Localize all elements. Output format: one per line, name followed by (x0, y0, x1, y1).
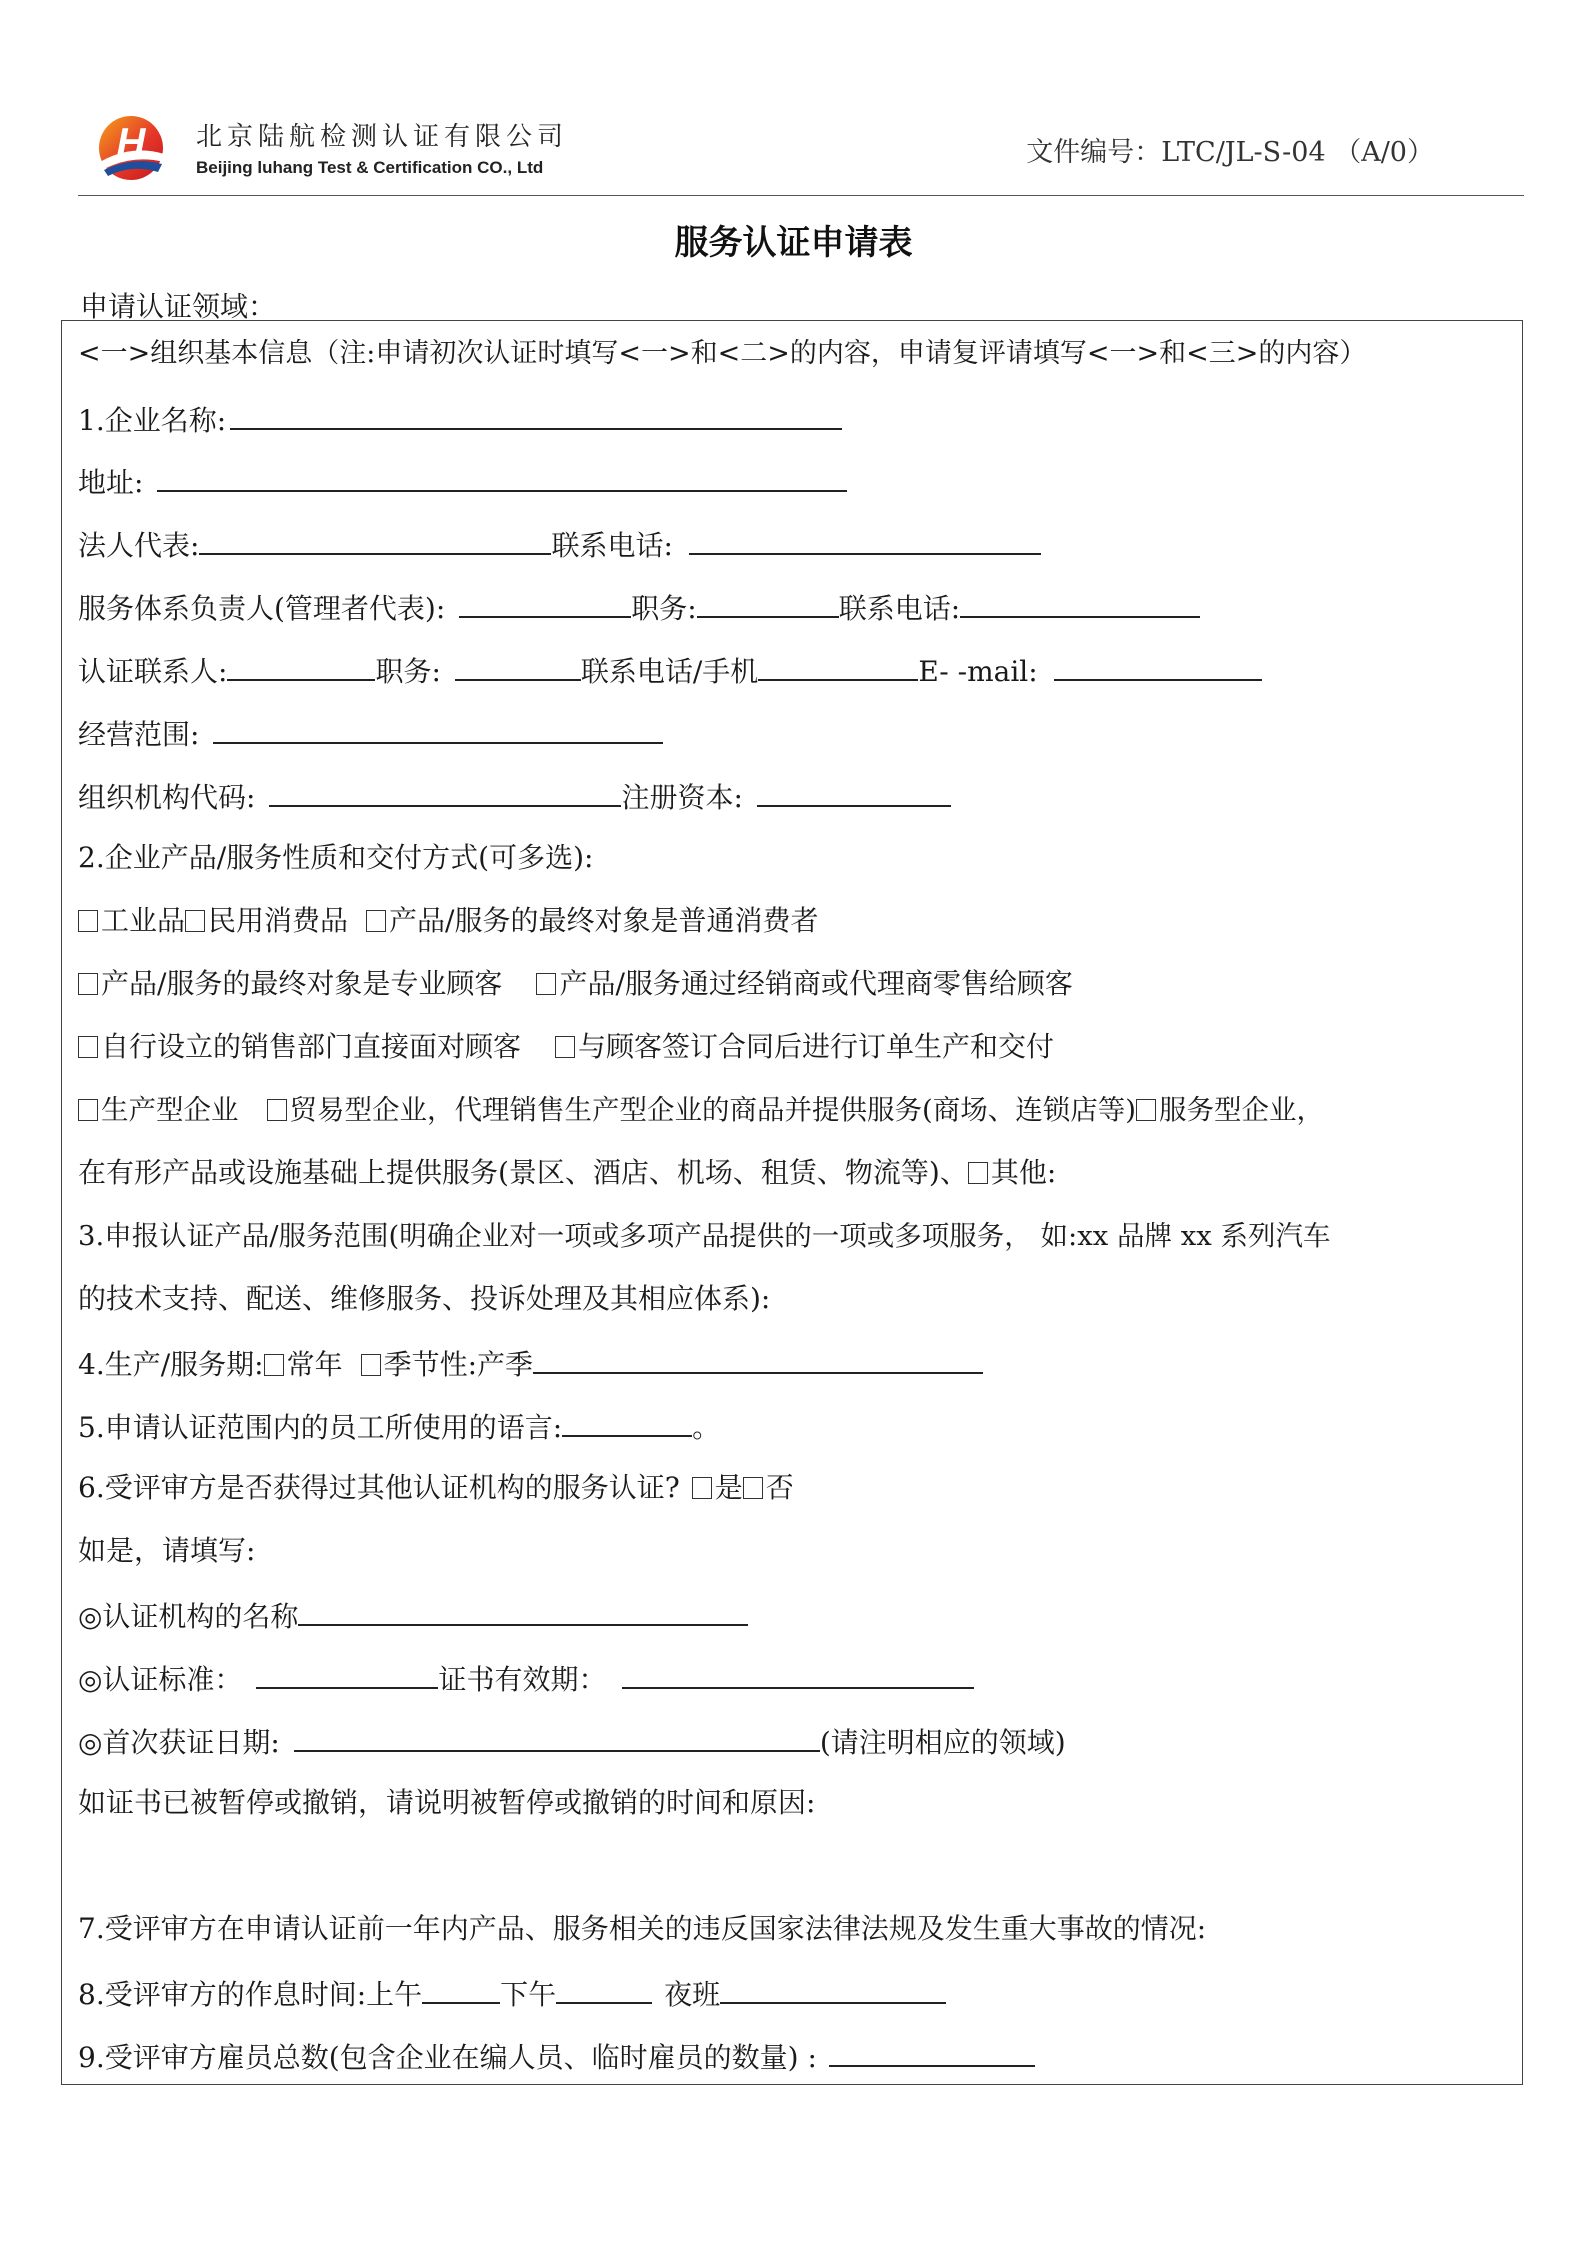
row-q6 (78, 1470, 794, 1506)
company-name-en: Beijing luhang Test & Certification CO., Ltd (196, 158, 544, 177)
org-code-field[interactable] (269, 777, 621, 807)
certification-scope-label: 申请认证领域： (80, 290, 277, 323)
company-name-label: 1.企业名称: (78, 404, 227, 437)
morning-field[interactable] (422, 1974, 500, 2004)
option-direct-sales: 自行设立的销售部门直接面对顾客 (101, 1030, 522, 1063)
checkbox-no[interactable] (743, 1477, 763, 1499)
checkbox-trade-enterprise[interactable] (267, 1099, 287, 1121)
row-contact (78, 651, 1266, 690)
q8-label: 8.受评审方的作息时间:上午 (78, 1978, 423, 2011)
position-field[interactable] (697, 588, 839, 618)
row-q4 (78, 1344, 983, 1383)
position-field-2[interactable] (455, 651, 581, 681)
row-legal-rep (78, 525, 1045, 564)
q6-yes: 是 (714, 1471, 743, 1504)
row-q2-options-4 (78, 1092, 1324, 1128)
season-field[interactable] (533, 1344, 983, 1374)
afternoon-field[interactable] (556, 1974, 652, 2004)
option-dealer-retail: 产品/服务通过经销商或代理商零售给顾客 (559, 967, 1073, 1000)
position-label-2: 职务: (375, 655, 441, 688)
night-label: 夜班 (664, 1978, 721, 2011)
checkbox-year-round[interactable] (264, 1354, 284, 1376)
row-q2-options-5 (78, 1155, 1056, 1191)
org-code-label: 组织机构代码: (78, 781, 256, 814)
registered-capital-label: 注册资本: (621, 781, 743, 814)
checkbox-other[interactable] (968, 1162, 988, 1184)
row-cert-standard (78, 1659, 978, 1698)
business-scope-label: 经营范围: (78, 718, 200, 751)
phone-field-2[interactable] (960, 588, 1200, 618)
mobile-field[interactable] (758, 651, 918, 681)
document-number: 文件编号：LTC/JL-S-04 （A/0） (1026, 137, 1434, 168)
option-industrial: 工业品 (101, 904, 186, 937)
phone-field[interactable] (689, 525, 1041, 555)
legal-rep-field[interactable] (199, 525, 551, 555)
checkbox-service-enterprise[interactable] (1136, 1099, 1156, 1121)
q6-no: 否 (765, 1471, 794, 1504)
checkbox-consumer[interactable] (185, 910, 205, 932)
contact-field[interactable] (227, 651, 375, 681)
q2-label: 2.企业产品/服务性质和交付方式(可多选): (78, 841, 594, 874)
q9-label: 9.受评审方雇员总数(包含企业在编人员、临时雇员的数量) : (78, 2041, 817, 2074)
q3-line-1: 3.申报认证产品/服务范围(明确企业对一项或多项产品提供的一项或多项服务， 如:xx 品牌 xx 系列汽车 (78, 1220, 1331, 1252)
option-professional-customer: 产品/服务的最终对象是专业顾客 (101, 967, 503, 1000)
checkbox-order-production[interactable] (555, 1036, 575, 1058)
row-q5 (78, 1407, 720, 1446)
address-field[interactable] (157, 462, 847, 492)
row-service-manager (78, 588, 1200, 627)
row-org-code (78, 777, 955, 816)
if-yes-label: 如是，请填写: (78, 1534, 256, 1567)
document-header (78, 110, 1524, 192)
company-name-field[interactable] (230, 400, 842, 430)
position-label: 职务: (631, 592, 697, 625)
option-consumer: 民用消费品 (208, 904, 349, 937)
row-business-scope (78, 714, 667, 753)
option-service-continuation: 在有形产品或设施基础上提供服务(景区、酒店、机场、租赁、物流等)、 (78, 1156, 968, 1189)
service-manager-label: 服务体系负责人(管理者代表): (78, 592, 446, 625)
first-date-note: (请注明相应的领域) (819, 1726, 1066, 1759)
row-q9 (78, 2037, 1039, 2076)
language-field[interactable] (562, 1407, 692, 1437)
checkbox-direct-sales[interactable] (78, 1036, 98, 1058)
night-field[interactable] (720, 1974, 946, 2004)
logo-letter: H (116, 121, 146, 165)
email-label: E- -mail: (918, 655, 1038, 688)
q5-end: 。 (692, 1411, 721, 1444)
row-q8 (78, 1974, 946, 2013)
row-q2-options-2 (78, 966, 1073, 1002)
row-q2-options-1 (78, 903, 818, 939)
cert-validity-field[interactable] (622, 1659, 974, 1689)
cert-standard-label: ◎认证标准： (78, 1663, 243, 1696)
q4-label: 4.生产/服务期: (78, 1348, 264, 1381)
legal-rep-label: 法人代表: (78, 529, 200, 562)
q4-option-year-round: 常年 (286, 1348, 343, 1381)
checkbox-seasonal[interactable] (361, 1354, 381, 1376)
q3-line-2: 的技术支持、配送、维修服务、投诉处理及其相应体系): (78, 1282, 771, 1315)
phone-label: 联系电话: (551, 529, 673, 562)
row-first-date (78, 1722, 1066, 1761)
option-production-enterprise: 生产型企业 (101, 1094, 239, 1126)
q7-label: 7.受评审方在申请认证前一年内产品、服务相关的违反国家法律法规及发生重大事故的情况: (78, 1912, 1207, 1945)
row-address (78, 462, 851, 501)
company-logo-icon (96, 110, 166, 186)
suspension-label: 如证书已被暂停或撤销，请说明被暂停或撤销的时间和原因: (78, 1786, 816, 1819)
option-trade-enterprise: 贸易型企业，代理销售生产型企业的商品并提供服务(商场、连锁店等) (289, 1094, 1136, 1126)
q5-label: 5.申请认证范围内的员工所使用的语言: (78, 1411, 563, 1444)
checkbox-end-consumer[interactable] (366, 910, 386, 932)
cert-body-field[interactable] (298, 1596, 748, 1626)
afternoon-label: 下午 (500, 1978, 557, 2011)
checkbox-dealer-retail[interactable] (536, 973, 556, 995)
business-scope-field[interactable] (213, 714, 663, 744)
first-date-field[interactable] (294, 1722, 820, 1752)
option-other: 其他: (990, 1156, 1057, 1189)
address-label: 地址: (78, 466, 144, 499)
row-q2-options-3 (78, 1029, 1054, 1065)
checkbox-yes[interactable] (692, 1477, 712, 1499)
registered-capital-field[interactable] (757, 777, 951, 807)
employee-count-field[interactable] (829, 2037, 1035, 2067)
checkbox-professional-customer[interactable] (78, 973, 98, 995)
section-basic-info: <一>组织基本信息（注:申请初次认证时填写<一>和<二>的内容，申请复评请填写<一>和<三>的内容） (78, 338, 1367, 369)
row-company-name (78, 400, 846, 439)
mobile-label: 联系电话/手机 (580, 655, 759, 688)
cert-standard-field[interactable] (256, 1659, 438, 1689)
page-title: 服务认证申请表 (674, 223, 913, 263)
row-cert-body (78, 1596, 748, 1635)
option-end-consumer: 产品/服务的最终对象是普通消费者 (389, 904, 819, 937)
cert-body-label: ◎认证机构的名称 (78, 1600, 299, 1633)
cert-validity-label: 证书有效期： (438, 1663, 607, 1696)
option-order-production: 与顾客签订合同后进行订单生产和交付 (578, 1030, 1055, 1063)
email-field[interactable] (1054, 651, 1262, 681)
option-service-enterprise: 服务型企业， (1158, 1094, 1324, 1126)
contact-label: 认证联系人: (78, 655, 228, 688)
header-divider (78, 195, 1524, 196)
q6-label: 6.受评审方是否获得过其他认证机构的服务认证? (78, 1471, 680, 1504)
q4-option-seasonal: 季节性:产季 (383, 1348, 534, 1381)
phone-label-2: 联系电话: (838, 592, 961, 625)
checkbox-industrial[interactable] (78, 910, 98, 932)
checkbox-production-enterprise[interactable] (78, 1099, 98, 1121)
first-date-label: ◎首次获证日期: (78, 1726, 280, 1759)
company-name-cn: 北京陆航检测认证有限公司 (196, 122, 569, 152)
service-manager-field[interactable] (459, 588, 631, 618)
